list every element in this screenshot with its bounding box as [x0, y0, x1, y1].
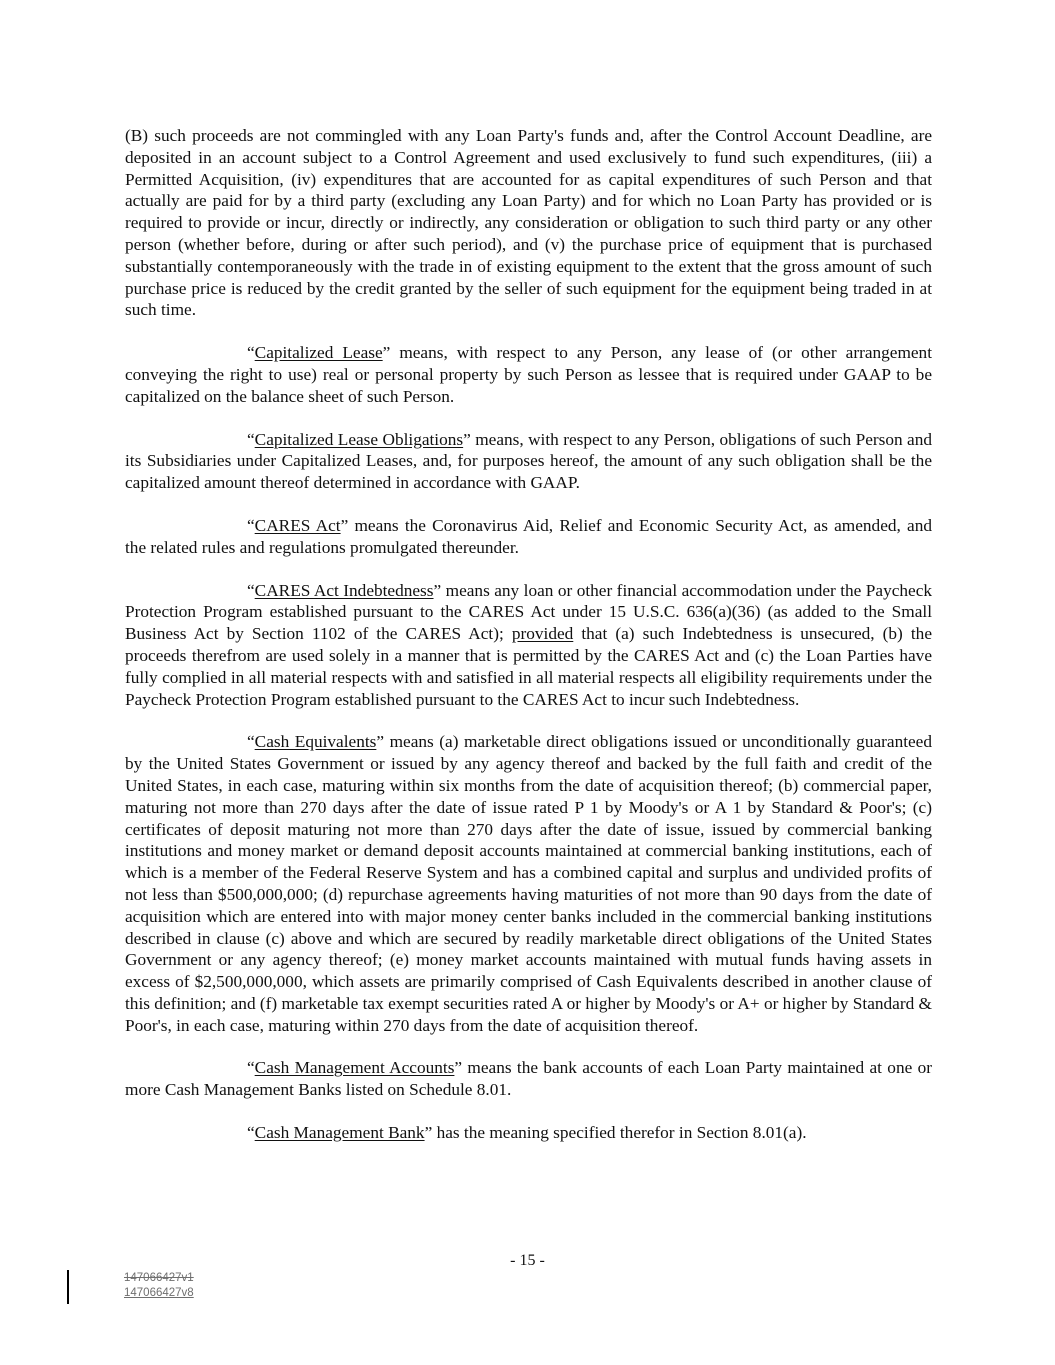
paragraph-capex-continuation: (B) such proceeds are not commingled with any Loan Party's funds and, after the Control Account Deadline, are deposited in an account subject to a Control Agreement and used exclusively to fund such expenditures, (iii) a Permitted Acquisition, (iv) expenditures that are accounted for as capital expenditures of such Person and that actually are paid for by a third party (excluding any Loan Party) and for which no Loan Party has provided or is required to provide or incur, directly or indirectly, any consideration or obligation to such third party or any other person (whether before, during or after such period), and (v) the purchase price of equipment that is purchased substantially contemporaneously with the trade in of existing equipment to the extent that the gross amount of such purchase price is reduced by the credit granted by the seller of such equipment for the equipment being traded in at such time.	[125, 126, 932, 320]
provided-term: provided	[511, 624, 574, 644]
document-body	[125, 125, 932, 1144]
definition-text: means the Coronavirus Aid, Relief and Economic Security Act, as amended, and the related rules and regulations promulgated thereunder.	[125, 515, 932, 557]
close-quote: ”	[424, 1123, 433, 1143]
defined-term: CARES Act	[254, 515, 341, 535]
open-quote: “	[247, 732, 255, 752]
definition-text: means, with respect to any Person, any lease of (or other arrangement conveying the right to use) real or personal property by such Person as lessee that is required under GAAP to be capitalized on the balance sheet of such Person.	[125, 343, 932, 406]
close-quote: ”	[433, 580, 442, 600]
open-quote: “	[247, 1058, 255, 1078]
open-quote: “	[247, 1123, 255, 1143]
definition-text-continued: that (a) such Indebtedness is unsecured, (b) the proceeds therefrom are used solely in a manner that is permitted by the CARES Act and (c) the Loan Parties have fully complied in all material respects with and satisfied in all material respects all eligibility requirements under the Paycheck Protection Program established pursuant to the CARES Act to incur such Indebtedness.	[125, 624, 932, 709]
close-quote: ”	[382, 343, 391, 363]
open-quote: “	[247, 343, 255, 363]
definition-cares-act-indebtedness	[125, 580, 932, 711]
close-quote: ”	[376, 732, 385, 752]
definition-cash-management-bank	[125, 1122, 932, 1144]
defined-term: Cash Equivalents	[254, 732, 377, 752]
definition-cash-management-accounts	[125, 1057, 932, 1101]
definition-text: means (a) marketable direct obligations issued or unconditionally guaranteed by the United States Government or issued by any agency thereof and backed by the full faith and credit of the United States, in each case, maturing within six months from the date of acquisition thereof; (b) commercial paper, maturing not more than 270 days after the date of issue rated P 1 by Moody's or A 1 by Standard & Poor's; (c) certificates of deposit maturing not more than 270 days after the date of issue, issued by commercial banking institutions and money market or demand deposit accounts maintained at commercial banking institutions, each of which is a member of the Federal Reserve System and has a combined capital and surplus and undivided profits of not less than $500,000,000; (d) repurchase agreements having maturities of not more than 90 days from the date of acquisition which are entered into with major money center banks included in the commercial banking institutions described in clause (c) above and which are secured by readily marketable direct obligations of the United States Government or any agency thereof; (e) money market accounts maintained with mutual funds having assets in excess of $2,500,000,000, which assets are primarily comprised of Cash Equivalents described in another clause of this definition; and (f) marketable tax exempt securities rated A or higher by Moody's or A+ or higher by Standard & Poor's, in each case, maturing within 270 days from the date of acquisition thereof.	[125, 732, 932, 1035]
close-quote: ”	[463, 429, 471, 449]
definition-text: has the meaning specified therefor in Section 8.01(a).	[432, 1123, 807, 1143]
defined-term: Capitalized Lease	[254, 343, 383, 363]
document-id-inserted: 147066427v8	[124, 1287, 194, 1299]
document-id-deleted: 147066427v1	[124, 1272, 194, 1284]
open-quote: “	[247, 429, 255, 449]
defined-term: Capitalized Lease Obligations	[254, 429, 464, 449]
definition-text: means, with respect to any Person, obligations of such Person and its Subsidiaries under Capitalized Leases, and, for purposes hereof, the amount of any such obligation shall be the capitalized amount thereof determined in accordance with GAAP.	[125, 429, 932, 493]
page-number: - 15 -	[510, 1252, 545, 1269]
open-quote: “	[247, 580, 255, 600]
close-quote: ”	[454, 1058, 463, 1078]
definition-capitalized-lease	[125, 342, 932, 407]
revision-change-bar	[67, 1270, 69, 1304]
definition-text: means any loan or other financial accommodation under the Paycheck Protection Program established pursuant to the CARES Act under 15 U.S.C. 636(a)(36) (as added to the Small Business Act by Section 1102 of the CARES Act);	[125, 580, 933, 644]
definition-capitalized-lease-obligations	[125, 429, 932, 494]
open-quote: “	[247, 515, 255, 535]
defined-term: Cash Management Bank	[254, 1123, 425, 1143]
definition-cash-equivalents	[125, 731, 932, 1036]
definition-cares-act	[125, 515, 932, 559]
defined-term: CARES Act Indebtedness	[254, 580, 434, 600]
document-id-stamp	[124, 1271, 194, 1301]
close-quote: ”	[340, 515, 349, 535]
definition-text: means the bank accounts of each Loan Party maintained at one or more Cash Management Banks listed on Schedule 8.01.	[125, 1058, 932, 1100]
defined-term: Cash Management Accounts	[254, 1058, 455, 1078]
